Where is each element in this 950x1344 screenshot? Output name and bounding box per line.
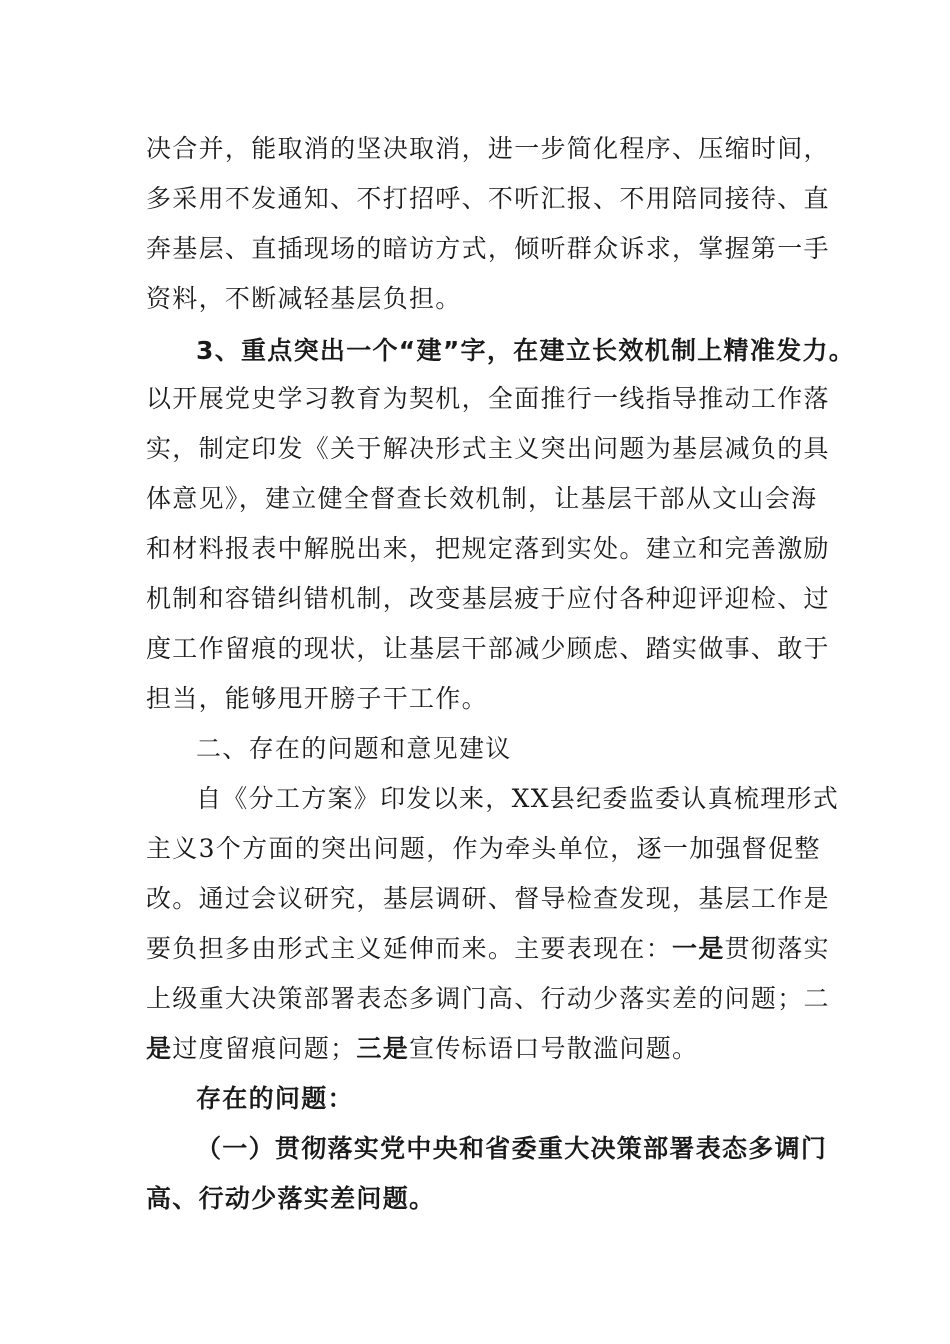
line-text: 要负担多由形式主义延伸而来。主要表现在： xyxy=(146,934,673,963)
paragraph-line: 度工作留痕的现状，让基层干部减少顾虑、踏实做事、敢于 xyxy=(146,634,830,663)
paragraph-line: 奔基层、直插现场的暗访方式，倾听群众诉求，掌握第一手 xyxy=(146,234,830,263)
paragraph-line: 和材料报表中解脱出来，把规定落到实处。建立和完善激励 xyxy=(146,534,830,563)
paragraph-line: 决合并，能取消的坚决取消，进一步简化程序、压缩时间， xyxy=(146,134,830,163)
paragraph-line: 资料，不断减轻基层负担。 xyxy=(146,284,462,313)
paragraph-line: 主义3个方面的突出问题，作为牵头单位，逐一加强督促整 xyxy=(146,834,821,863)
bold-marker-third: 三是 xyxy=(356,1034,410,1063)
paragraph-line: 上级重大决策部署表态多调门高、行动少落实差的问题；二 xyxy=(146,984,830,1013)
subsection-1-heading: （一）贯彻落实党中央和省委重大决策部署表态多调门 xyxy=(196,1134,828,1163)
paragraph-line xyxy=(146,931,830,967)
paragraph-line: 体意见》，建立健全督查长效机制，让基层干部从文山会海 xyxy=(146,484,818,513)
line-text: 宣传标语口号散滥问题。 xyxy=(409,1034,699,1063)
bold-marker-second: 是 xyxy=(146,1034,173,1063)
bold-marker-first: 一是 xyxy=(672,934,725,963)
problems-heading: 存在的问题： xyxy=(196,1084,354,1113)
paragraph-line: 自《分工方案》印发以来，XX县纪委监委认真梳理形式 xyxy=(196,784,840,813)
section-3-heading: 3、重点突出一个“建”字，在建立长效机制上精准发力。 xyxy=(196,336,856,365)
part-2-heading: 二、存在的问题和意见建议 xyxy=(196,734,512,763)
paragraph-line xyxy=(146,1031,826,1067)
subsection-1-heading-cont: 高、行动少落实差问题。 xyxy=(146,1184,436,1213)
paragraph-line: 机制和容错纠错机制，改变基层疲于应付各种迎评迎检、过 xyxy=(146,584,830,613)
paragraph-line: 多采用不发通知、不打招呼、不听汇报、不用陪同接待、直 xyxy=(146,184,830,213)
paragraph-line: 改。通过会议研究，基层调研、督导检查发现，基层工作是 xyxy=(146,884,830,913)
line-text: 过度留痕问题； xyxy=(172,1034,357,1063)
paragraph-line: 担当，能够甩开膀子干工作。 xyxy=(146,684,488,713)
paragraph-line: 以开展党史学习教育为契机，全面推行一线指导推动工作落 xyxy=(146,384,830,413)
line-text: 贯彻落实 xyxy=(724,934,830,963)
paragraph-line: 实，制定印发《关于解决形式主义突出问题为基层减负的具 xyxy=(146,434,830,463)
